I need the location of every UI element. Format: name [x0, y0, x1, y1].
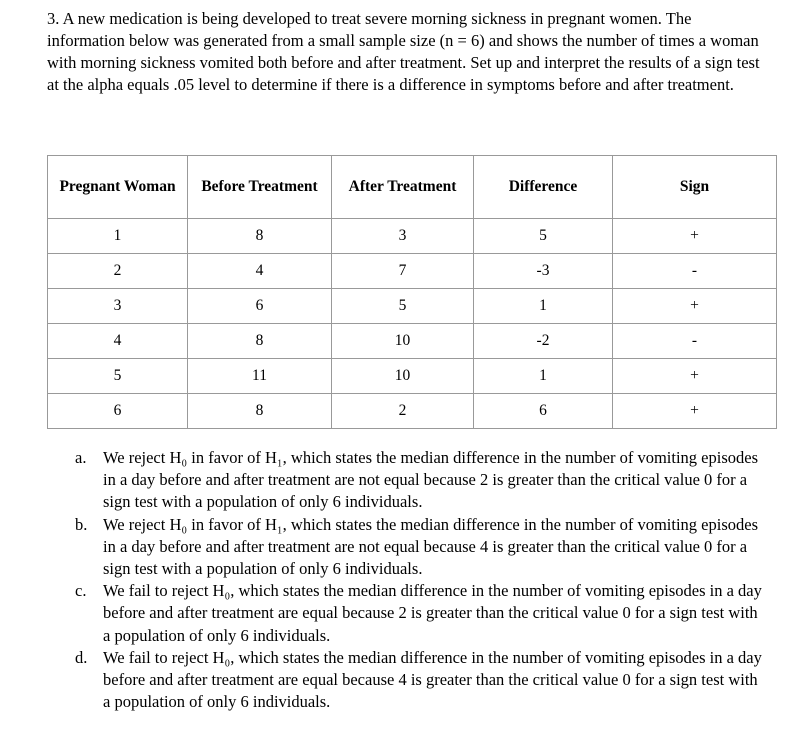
table-cell: 8 [188, 394, 332, 429]
table-cell: 2 [48, 254, 188, 289]
answer-text: We reject H₀ in favor of H₁, which states the median difference in the number of vomiting episodes in a day before and after treatment are not equal because 2 is greater than the critical value 0 for a sign test with a population of only 6 individuals. [103, 448, 759, 512]
table-cell: 3 [332, 219, 474, 254]
table-row [48, 324, 777, 359]
header-difference: Difference [474, 156, 613, 219]
table-cell: + [613, 289, 777, 324]
table-cell: -2 [474, 324, 613, 359]
answer-letter: c. [75, 581, 87, 601]
answer-choice[interactable] [75, 647, 765, 714]
table-cell: 4 [48, 324, 188, 359]
table-cell: 3 [48, 289, 188, 324]
table-row [48, 289, 777, 324]
header-before-treatment: Before Treatment [188, 156, 332, 219]
table-cell: 8 [188, 324, 332, 359]
table-cell: + [613, 394, 777, 429]
header-after-treatment: After Treatment [332, 156, 474, 219]
data-table [47, 155, 777, 429]
table-cell: 1 [474, 289, 613, 324]
answer-text: We reject H₀ in favor of H₁, which states the median difference in the number of vomiting episodes in a day before and after treatment are not equal because 4 is greater than the critical value 0 for a sign test with a population of only 6 individuals. [103, 514, 759, 579]
table-cell: + [613, 219, 777, 254]
table-cell: + [613, 359, 777, 394]
table-cell: 6 [474, 394, 613, 429]
answer-letter: d. [75, 647, 88, 667]
header-sign: Sign [613, 156, 777, 219]
table-cell: 5 [332, 289, 474, 324]
table-cell: - [613, 254, 777, 289]
table-row [48, 219, 777, 254]
table-header-row [48, 156, 777, 219]
answer-choice[interactable] [75, 447, 765, 514]
answer-choice[interactable] [75, 580, 765, 647]
table-cell: 8 [188, 219, 332, 254]
table-cell: 6 [188, 289, 332, 324]
answer-choice[interactable] [75, 514, 765, 581]
table-row [48, 359, 777, 394]
table-cell: 11 [188, 359, 332, 394]
table-cell: 7 [332, 254, 474, 289]
table-cell: -3 [474, 254, 613, 289]
header-pregnant-woman: Pregnant Woman [48, 156, 188, 219]
table-cell: 4 [188, 254, 332, 289]
answer-letter: a. [75, 448, 87, 467]
table-cell: 1 [48, 219, 188, 254]
table-cell: - [613, 324, 777, 359]
table-cell: 6 [48, 394, 188, 429]
table-cell: 10 [332, 324, 474, 359]
table-cell: 1 [474, 359, 613, 394]
table-row [48, 394, 777, 429]
answer-letter: b. [75, 514, 88, 534]
answer-choices [75, 447, 765, 713]
table-cell: 5 [474, 219, 613, 254]
question-text: 3. A new medication is being developed to treat severe morning sickness in pregnant women. The information below was generated from a small sample size (n = 6) and shows the number of times a woman with morning sickness vomited both before and after treatment. Set up and interpret the results of a sign test at the alpha equals .05 level to determine if there is a difference in symptoms before and after treatment. [47, 9, 760, 94]
table-cell: 2 [332, 394, 474, 429]
answer-text: We fail to reject H₀, which states the median difference in the number of vomiting episodes in a day before and after treatment are equal because 2 is greater than the critical value 0 for a sign test with a population of only 6 individuals. [103, 581, 762, 645]
table-cell: 10 [332, 359, 474, 394]
answer-text: We fail to reject H₀, which states the median difference in the number of vomiting episodes in a day before and after treatment are equal because 4 is greater than the critical value 0 for a sign test with a population of only 6 individuals. [103, 647, 762, 712]
table-cell: 5 [48, 359, 188, 394]
table-row [48, 254, 777, 289]
